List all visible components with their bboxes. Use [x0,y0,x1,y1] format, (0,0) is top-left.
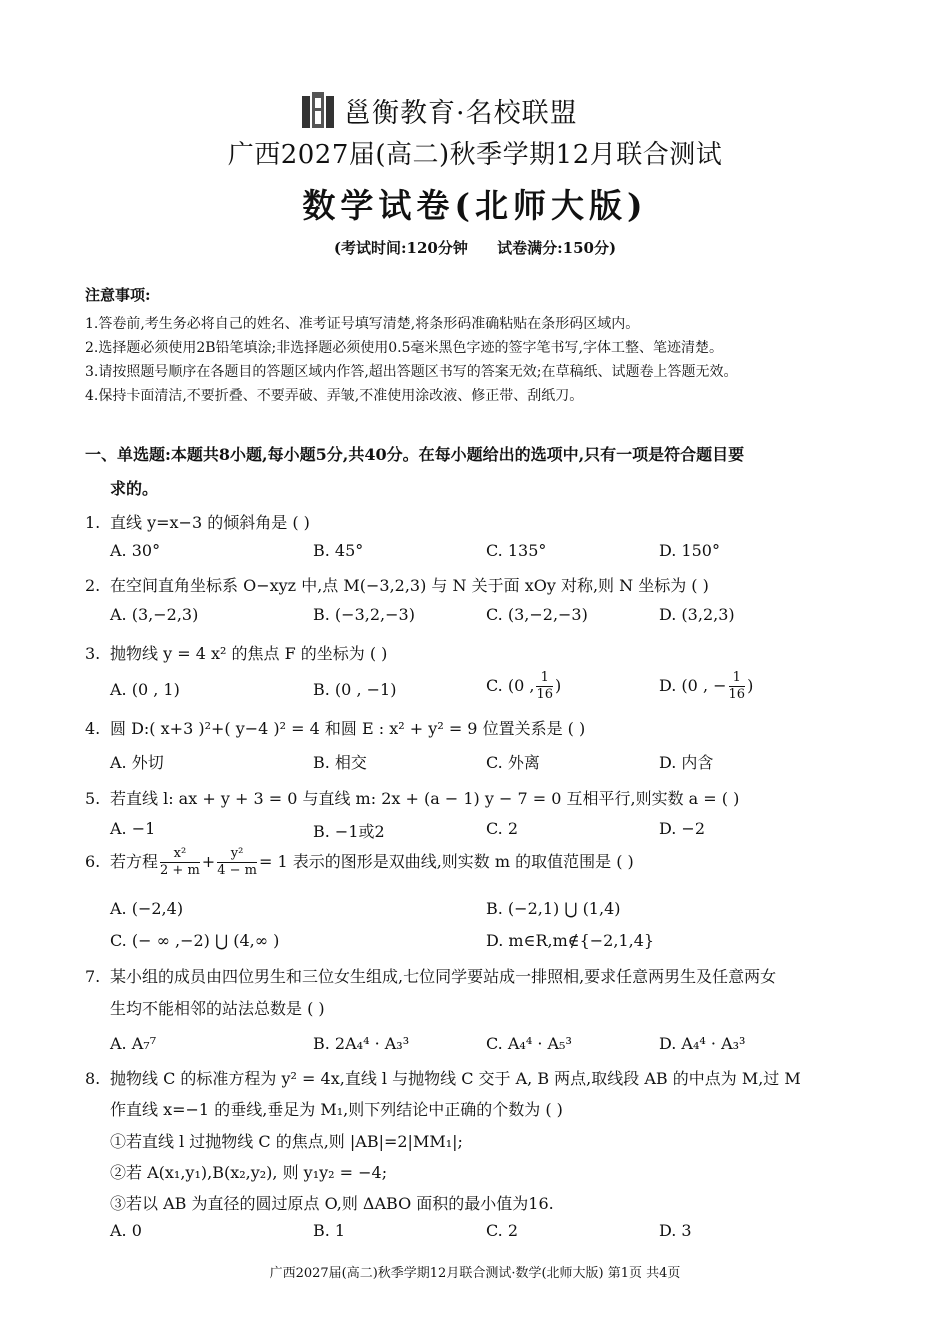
option-close: ) [747,676,754,695]
option-b: B. 45° [313,541,364,560]
fraction-denominator: 16 [536,687,553,702]
option-b: B. −1或2 [313,822,385,841]
question-8 [85,1066,801,1089]
option-c: C. 2 [486,1221,519,1240]
option-a: A. (−2,4) [110,899,184,918]
option-d: D. A₄⁴ · A₃³ [659,1034,746,1053]
question-number: 6. [85,852,101,871]
option-b: B. 1 [313,1221,346,1240]
option-d [659,670,753,703]
question-7-cont: 生均不能相邻的站法总数是 ( ) [110,999,325,1018]
option-c: C. A₄⁴ · A₅³ [486,1034,572,1053]
option-c: C. (3,−2,−3) [486,605,588,624]
question-number: 2. [85,576,101,595]
page-footer: 广西2027届(高二)秋季学期12月联合测试·数学(北师大版) 第1页 共4页 [269,1266,681,1281]
question-7 [85,964,776,987]
fraction-numerator: 1 [536,670,553,687]
notice-item: 1.答卷前,考生务必将自己的姓名、准考证号填写清楚,将条形码准确粘贴在条形码区域内。 [85,316,640,332]
fraction [217,846,257,879]
question-stem-pre: 若方程 [110,852,159,871]
option-b: B. 2A₄⁴ · A₃³ [313,1034,410,1053]
option-d: D. m∈R,m∉{−2,1,4} [486,931,655,950]
option-b: B. 相交 [313,753,367,772]
fraction [536,670,553,703]
fraction-denominator: 16 [728,687,746,702]
notice-item: 4.保持卡面清洁,不要折叠、不要弄破、弄皱,不准使用涂改液、修正带、刮纸刀。 [85,388,584,404]
question-number: 3. [85,644,101,663]
question-stem: 抛物线 y = 4 x² 的焦点 F 的坐标为 ( ) [110,644,388,663]
question-stem: 圆 D:( x+3 )²+( y−4 )² = 4 和圆 E : x² + y² = 9 位置关系是 ( ) [110,719,586,738]
fraction-numerator: x² [160,846,200,863]
alliance-name: 邕衡教育·名校联盟 [344,97,578,129]
option-c: C. 135° [486,541,547,560]
question-2 [85,573,709,596]
question-stem: 若直线 l: ax + y + 3 = 0 与直线 m: 2x + (a − 1) y − 7 = 0 互相平行,则实数 a = ( ) [110,789,740,808]
option-a: A. A₇⁷ [110,1034,157,1053]
question-stem: 直线 y=x−3 的倾斜角是 ( ) [110,513,310,532]
fraction [160,846,200,879]
option-c-text: C. (0 , [486,676,535,695]
plus-sign: + [201,852,216,871]
question-6 [85,846,634,879]
question-number: 7. [85,967,101,986]
option-a: A. (3,−2,3) [110,605,199,624]
option-a: A. 30° [110,541,161,560]
question-stem-post: = 1 表示的图形是双曲线,则实数 m 的取值范围是 ( ) [258,852,634,871]
header-logo-row [300,88,578,132]
statement-item: ①若直线 l 过抛物线 C 的焦点,则 |AB|=2|MM₁|; [110,1132,463,1151]
question-stem: 在空间直角坐标系 O−xyz 中,点 M(−3,2,3) 与 N 关于面 xOy 对称,则 N 坐标为 ( ) [110,576,709,595]
exam-time-info [0,237,950,258]
statement-item: ②若 A(x₁,y₁),B(x₂,y₂), 则 y₁y₂ = −4; [110,1163,388,1182]
exam-title: 广西2027届(高二)秋季学期12月联合测试 [227,140,723,170]
question-5 [85,786,739,809]
fraction [729,670,746,703]
exam-full-score: 试卷满分:150分) [497,239,617,257]
option-a: A. (0 , 1) [110,680,180,699]
section-heading: 一、单选题:本题共8小题,每小题5分,共40分。在每小题给出的选项中,只有一项是符合题目要 [85,445,745,464]
fraction-numerator: 1 [729,670,746,687]
notice-item: 3.请按照题号顺序在各题目的答题区域内作答,超出答题区书写的答案无效;在草稿纸、试题卷上答题无效。 [85,364,738,380]
question-number: 5. [85,789,101,808]
fraction-numerator: y² [217,846,257,863]
section-heading-cont: 求的。 [110,479,159,498]
question-number: 1. [85,513,101,532]
question-stem: 抛物线 C 的标准方程为 y² = 4x,直线 l 与抛物线 C 交于 A, B 两点,取线段 AB 的中点为 M,过 M [110,1069,801,1088]
option-d: D. 内含 [659,753,714,772]
question-number: 4. [85,719,101,738]
question-8-cont: 作直线 x=−1 的垂线,垂足为 M₁,则下列结论中正确的个数为 ( ) [110,1100,563,1119]
question-number: 8. [85,1069,101,1088]
fraction-denominator: 2 + m [160,863,200,878]
option-a: A. −1 [110,819,156,838]
option-c [486,670,561,703]
option-a: A. 0 [110,1221,142,1240]
question-3 [85,641,387,664]
option-d: D. −2 [659,819,706,838]
option-b: B. (−2,1) ⋃ (1,4) [486,899,621,918]
option-b: B. (0 , −1) [313,680,397,699]
subject-title: 数学试卷(北师大版) [302,186,648,225]
question-4 [85,716,585,739]
option-d: D. 3 [659,1221,692,1240]
exam-duration: (考试时间:120分钟 [333,239,468,257]
option-b: B. (−3,2,−3) [313,605,415,624]
option-close: ) [554,676,562,695]
question-stem: 某小组的成员由四位男生和三位女生组成,七位同学要站成一排照相,要求任意两男生及任意两女 [110,967,777,986]
option-d: D. 150° [659,541,720,560]
option-a: A. 外切 [110,753,164,772]
notice-item: 2.选择题必须使用2B铅笔填涂;非选择题必须使用0.5毫米黑色字迹的签字笔书写,字体工整、笔迹清楚。 [85,340,723,356]
notice-heading: 注意事项: [85,286,151,304]
option-c: C. 2 [486,819,519,838]
school-alliance-logo-icon [300,90,336,130]
question-1 [85,510,310,533]
option-d-text: D. (0 , − [659,676,727,695]
statement-item: ③若以 AB 为直径的圆过原点 O,则 ΔABO 面积的最小值为16. [110,1194,554,1213]
fraction-denominator: 4 − m [217,863,257,878]
option-d: D. (3,2,3) [659,605,735,624]
option-c: C. (− ∞ ,−2) ⋃ (4,∞ ) [110,931,280,950]
option-c: C. 外离 [486,753,540,772]
